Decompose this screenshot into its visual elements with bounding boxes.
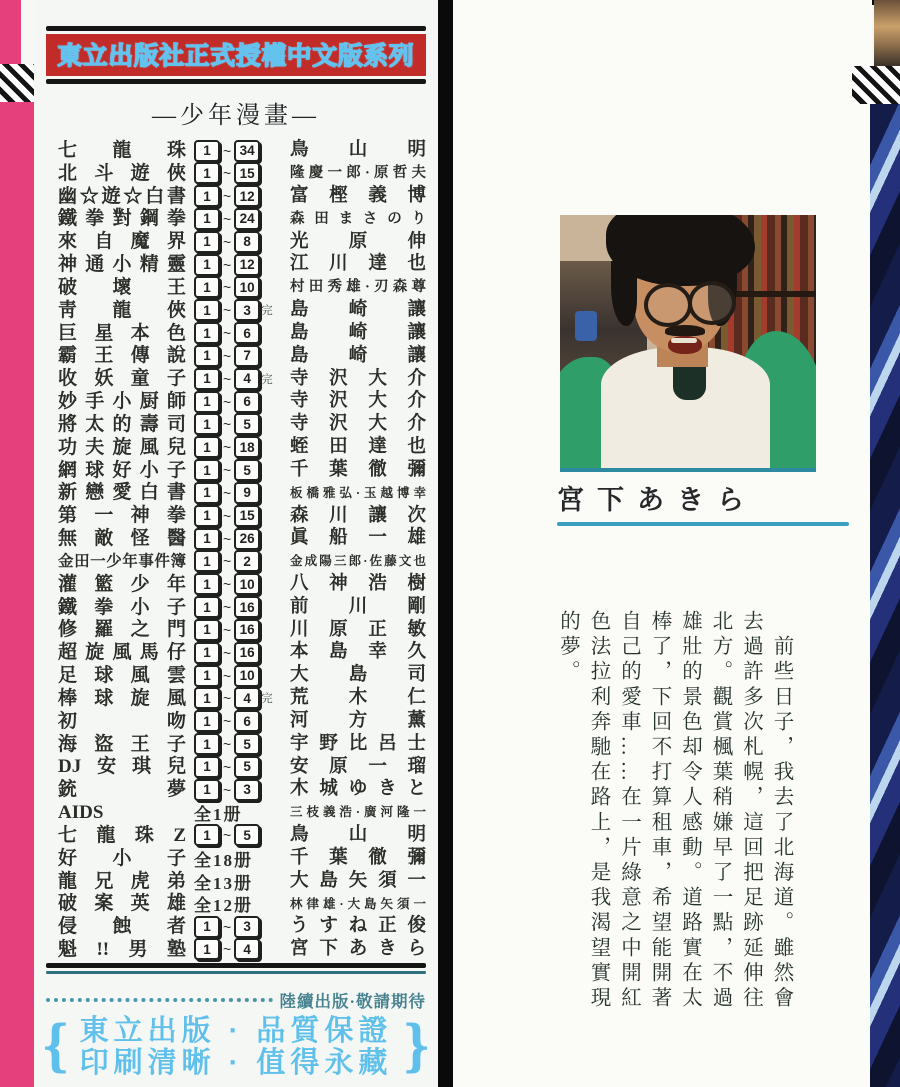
range-separator: ~ bbox=[223, 393, 232, 410]
list-item bbox=[58, 665, 426, 686]
volume-info bbox=[194, 916, 290, 938]
range-separator: ~ bbox=[223, 439, 232, 456]
list-item bbox=[58, 939, 426, 960]
volume-to-badge: 12 bbox=[234, 185, 260, 207]
manga-title: 收妖童子 bbox=[58, 368, 186, 390]
range-separator: ~ bbox=[223, 279, 232, 296]
list-item bbox=[58, 505, 426, 526]
range-separator: ~ bbox=[223, 188, 232, 205]
volume-to-badge: 5 bbox=[234, 413, 260, 435]
volume-info bbox=[194, 231, 290, 253]
volume-info bbox=[194, 208, 290, 230]
volume-from-badge: 1 bbox=[194, 140, 220, 162]
volume-to-badge: 16 bbox=[234, 596, 260, 618]
slogan-lines bbox=[80, 1015, 393, 1080]
volume-to-badge: 10 bbox=[234, 276, 260, 298]
volume-from-badge: 1 bbox=[194, 619, 220, 641]
range-separator: ~ bbox=[223, 621, 232, 638]
author-name: 林律雄·大島矢須一 bbox=[290, 896, 426, 911]
range-separator: ~ bbox=[223, 576, 232, 593]
list-item bbox=[58, 642, 426, 663]
volume-info bbox=[194, 528, 290, 550]
manga-title: 鐵拳小子 bbox=[58, 596, 186, 618]
volume-from-badge: 1 bbox=[194, 596, 220, 618]
list-item bbox=[58, 597, 426, 618]
volume-info bbox=[194, 436, 290, 458]
volume-to-badge: 5 bbox=[234, 733, 260, 755]
volume-info bbox=[194, 505, 290, 527]
author-name: 江川達也 bbox=[290, 254, 426, 275]
range-separator: ~ bbox=[223, 416, 232, 433]
manga-title: 好小子 bbox=[58, 847, 186, 869]
range-separator: ~ bbox=[223, 302, 232, 319]
manga-title: 幽☆遊☆白書 bbox=[58, 185, 186, 207]
author-name: 寺沢大介 bbox=[290, 391, 426, 412]
complete-mark: 完 bbox=[261, 373, 273, 386]
range-separator: ~ bbox=[223, 553, 232, 570]
author-name: 光原伸 bbox=[290, 231, 426, 252]
manga-title: 鐵拳對鋼拳 bbox=[58, 208, 186, 230]
author-name: 千葉徹彌 bbox=[290, 847, 426, 868]
manga-title: 棒球旋風 bbox=[58, 687, 186, 709]
volume-from-badge: 1 bbox=[194, 687, 220, 709]
volume-info bbox=[194, 459, 290, 481]
author-name: 鳥山明 bbox=[290, 140, 426, 161]
author-name: 板橋雅弘·玉越博幸 bbox=[290, 485, 426, 500]
volume-to-badge: 26 bbox=[234, 528, 260, 550]
range-separator: ~ bbox=[223, 918, 232, 935]
author-name: 大島司 bbox=[290, 665, 426, 686]
manga-title: 來自魔界 bbox=[58, 231, 186, 253]
manga-title: 神通小精靈 bbox=[58, 254, 186, 276]
volume-info bbox=[194, 596, 290, 618]
author-name: 隆慶一郎·原哲夫 bbox=[290, 165, 426, 182]
author-name: 安原一瑠 bbox=[290, 756, 426, 777]
dotted-leader bbox=[46, 998, 273, 1002]
volume-info bbox=[194, 869, 290, 894]
range-separator: ~ bbox=[223, 530, 232, 547]
volume-from-badge: 1 bbox=[194, 345, 220, 367]
volume-info bbox=[194, 779, 290, 801]
volume-to-badge: 4 bbox=[234, 687, 260, 709]
manga-title: 銃夢 bbox=[58, 779, 186, 801]
volume-info bbox=[194, 891, 290, 916]
volume-info bbox=[194, 322, 290, 344]
manga-title: 妙手小厨師 bbox=[58, 391, 186, 413]
volume-info bbox=[194, 482, 290, 504]
volume-info bbox=[194, 824, 290, 846]
manga-title: 網球好小子 bbox=[58, 459, 186, 481]
volume-to-badge: 3 bbox=[234, 916, 260, 938]
volume-set-label: 全12册 bbox=[194, 896, 253, 916]
author-name: 千葉徹彌 bbox=[290, 459, 426, 480]
volume-info bbox=[194, 619, 290, 641]
range-separator: ~ bbox=[223, 713, 232, 730]
range-separator: ~ bbox=[223, 142, 232, 159]
complete-mark: 完 bbox=[261, 305, 273, 318]
diagonal-stripes-icon bbox=[852, 66, 900, 104]
range-separator: ~ bbox=[223, 827, 232, 844]
list-item bbox=[58, 574, 426, 595]
author-name: 島崎讓 bbox=[290, 322, 426, 343]
volume-from-badge: 1 bbox=[194, 436, 220, 458]
volume-to-badge: 7 bbox=[234, 345, 260, 367]
banner-band bbox=[46, 34, 426, 76]
volume-info bbox=[194, 642, 290, 664]
author-name: 富樫義博 bbox=[290, 185, 426, 206]
volume-to-badge: 15 bbox=[234, 162, 260, 184]
volume-from-badge: 1 bbox=[194, 162, 220, 184]
author-name: 河方薰 bbox=[290, 710, 426, 731]
volume-to-badge: 9 bbox=[234, 482, 260, 504]
volume-to-badge: 6 bbox=[234, 710, 260, 732]
volume-from-badge: 1 bbox=[194, 322, 220, 344]
volume-set-label: 全1册 bbox=[194, 805, 243, 825]
volume-to-badge: 3 bbox=[234, 779, 260, 801]
volume-to-badge: 24 bbox=[234, 208, 260, 230]
volume-from-badge: 1 bbox=[194, 642, 220, 664]
list-item bbox=[58, 140, 426, 161]
volume-from-badge: 1 bbox=[194, 459, 220, 481]
range-separator: ~ bbox=[223, 690, 232, 707]
manga-title: 足球風雲 bbox=[58, 665, 186, 687]
list-item bbox=[58, 437, 426, 458]
range-separator: ~ bbox=[223, 644, 232, 661]
manga-title: 無敵怪醫 bbox=[58, 528, 186, 550]
publisher-slogan bbox=[34, 1015, 438, 1080]
range-separator: ~ bbox=[223, 667, 232, 684]
author-panel bbox=[453, 0, 872, 1087]
manga-title: 侵蝕者 bbox=[58, 916, 186, 938]
volume-info bbox=[194, 846, 290, 871]
author-name: 荒木仁 bbox=[290, 688, 426, 709]
volume-to-badge: 5 bbox=[234, 824, 260, 846]
volume-from-badge: 1 bbox=[194, 665, 220, 687]
range-separator: ~ bbox=[223, 325, 232, 342]
list-item bbox=[58, 688, 426, 709]
volume-info bbox=[194, 756, 290, 778]
list-item bbox=[58, 802, 426, 823]
volume-set-label: 全18册 bbox=[194, 850, 253, 870]
volume-from-badge: 1 bbox=[194, 505, 220, 527]
range-separator: ~ bbox=[223, 758, 232, 775]
range-separator: ~ bbox=[223, 370, 232, 387]
list-item bbox=[58, 619, 426, 640]
manga-title: 七龍珠Z bbox=[58, 824, 186, 846]
volume-info bbox=[194, 710, 290, 732]
range-separator: ~ bbox=[223, 484, 232, 501]
list-item bbox=[58, 711, 426, 732]
range-separator: ~ bbox=[223, 233, 232, 250]
manga-title: 七龍珠 bbox=[58, 140, 186, 161]
volume-to-badge: 4 bbox=[234, 368, 260, 390]
volume-info bbox=[194, 573, 290, 595]
range-separator: ~ bbox=[223, 507, 232, 524]
list-item bbox=[58, 460, 426, 481]
volume-info bbox=[194, 345, 290, 367]
volume-to-badge: 34 bbox=[234, 140, 260, 162]
author-name: 宮下あきら bbox=[290, 939, 426, 960]
author-essay: 前些日子，我去了北海道。雖然會去過許多次札幌，這回把足跡延伸往北方。觀賞楓葉稍嫌早了一點，不過雄壯的景色却令人感動。道路實在太棒了，下回不打算租車，希望能開著自己的愛車……在一片綠意之中開紅色法拉利奔馳在路上，是我渴望實現的夢。 bbox=[556, 610, 792, 1012]
author-name: 三枝義浩·廣河隆一 bbox=[290, 805, 426, 820]
manga-title: 灌籃少年 bbox=[58, 573, 186, 595]
name-underline bbox=[557, 522, 849, 526]
author-name: 眞船一雄 bbox=[290, 528, 426, 549]
volume-to-badge: 10 bbox=[234, 665, 260, 687]
volume-from-badge: 1 bbox=[194, 710, 220, 732]
pink-spine-strip bbox=[0, 0, 34, 1087]
slogan-line-1: 東立出版 · 品質保證 bbox=[79, 1015, 393, 1047]
volume-from-badge: 1 bbox=[194, 550, 220, 572]
bracket-ornament-right-icon: } bbox=[402, 1014, 431, 1079]
range-separator: ~ bbox=[223, 736, 232, 753]
volume-from-badge: 1 bbox=[194, 916, 220, 938]
list-item bbox=[58, 254, 426, 275]
volume-info bbox=[194, 733, 290, 755]
volume-from-badge: 1 bbox=[194, 528, 220, 550]
category-heading: —少年漫畫— bbox=[152, 103, 320, 129]
range-separator: ~ bbox=[223, 256, 232, 273]
list-end-rule-black bbox=[46, 963, 426, 968]
volume-from-badge: 1 bbox=[194, 938, 220, 960]
volume-to-badge: 16 bbox=[234, 619, 260, 641]
list-item bbox=[58, 231, 426, 252]
volume-to-badge: 10 bbox=[234, 573, 260, 595]
list-item bbox=[58, 208, 426, 229]
volume-from-badge: 1 bbox=[194, 185, 220, 207]
author-name: 村田秀雄·刃森尊 bbox=[290, 279, 426, 296]
volume-from-badge: 1 bbox=[194, 779, 220, 801]
range-separator: ~ bbox=[223, 599, 232, 616]
catalog-panel bbox=[34, 0, 438, 1087]
manga-title: 破案英雄 bbox=[58, 893, 186, 915]
volume-from-badge: 1 bbox=[194, 208, 220, 230]
volume-info bbox=[194, 665, 290, 687]
volume-from-badge: 1 bbox=[194, 756, 220, 778]
author-name: 森川讓次 bbox=[290, 505, 426, 526]
author-name: 森田まさのり bbox=[290, 210, 426, 227]
list-item bbox=[58, 391, 426, 412]
page-gutter bbox=[438, 0, 453, 1087]
manga-title: 魁!!男塾 bbox=[58, 938, 186, 960]
list-item bbox=[58, 825, 426, 846]
mustache bbox=[665, 325, 705, 336]
desk-cup bbox=[575, 311, 597, 341]
manga-title: 超旋風馬仔 bbox=[58, 642, 186, 664]
volume-from-badge: 1 bbox=[194, 824, 220, 846]
list-item bbox=[58, 368, 426, 389]
author-name: 宇野比呂士 bbox=[290, 733, 426, 754]
coming-soon-line bbox=[46, 988, 426, 1012]
list-item bbox=[58, 277, 426, 298]
author-name: 川原正敏 bbox=[290, 619, 426, 640]
manga-title: 初吻 bbox=[58, 710, 186, 732]
volume-to-badge: 8 bbox=[234, 231, 260, 253]
volume-to-badge: 16 bbox=[234, 642, 260, 664]
volume-to-badge: 18 bbox=[234, 436, 260, 458]
manga-title: 靑龍俠 bbox=[58, 299, 186, 321]
volume-from-badge: 1 bbox=[194, 733, 220, 755]
manga-title: 功夫旋風兒 bbox=[58, 436, 186, 458]
title-list bbox=[58, 140, 426, 960]
manga-title: 破壞王 bbox=[58, 276, 186, 298]
list-item bbox=[58, 916, 426, 937]
author-name: うすね正俊 bbox=[290, 916, 426, 937]
list-item bbox=[58, 756, 426, 777]
volume-from-badge: 1 bbox=[194, 231, 220, 253]
volume-set-label: 全13册 bbox=[194, 873, 253, 893]
volume-to-badge: 6 bbox=[234, 322, 260, 344]
cover-art-strip bbox=[870, 104, 900, 1087]
volume-from-badge: 1 bbox=[194, 391, 220, 413]
author-name: 大島矢須一 bbox=[290, 870, 426, 891]
author-name-plate bbox=[557, 478, 849, 526]
list-item bbox=[58, 163, 426, 184]
list-item bbox=[58, 345, 426, 366]
manga-title: 海盜王子 bbox=[58, 733, 186, 755]
volume-info bbox=[194, 162, 290, 184]
author-name: 本島幸久 bbox=[290, 642, 426, 663]
author-name: 鳥山明 bbox=[290, 825, 426, 846]
author-photo bbox=[560, 215, 816, 472]
volume-info bbox=[194, 413, 290, 435]
cover-art-strip-top bbox=[874, 0, 900, 66]
complete-mark: 完 bbox=[261, 693, 273, 706]
volume-info bbox=[194, 185, 290, 207]
list-item bbox=[58, 528, 426, 549]
author-name: 島崎讓 bbox=[290, 345, 426, 366]
teeth bbox=[671, 338, 697, 343]
volume-to-badge: 5 bbox=[234, 756, 260, 778]
manga-title: 新戀愛白書 bbox=[58, 482, 186, 504]
manga-title: DJ安琪兒 bbox=[58, 756, 186, 778]
volume-info bbox=[194, 254, 290, 276]
author-name: 寺沢大介 bbox=[290, 368, 426, 389]
series-banner bbox=[46, 26, 426, 84]
volume-info bbox=[194, 800, 290, 825]
author-name: 八神浩樹 bbox=[290, 573, 426, 594]
author-name: 寺沢大介 bbox=[290, 414, 426, 435]
volume-info bbox=[194, 391, 290, 413]
range-separator: ~ bbox=[223, 941, 232, 958]
list-item bbox=[58, 300, 426, 321]
range-separator: ~ bbox=[223, 165, 232, 182]
volume-from-badge: 1 bbox=[194, 368, 220, 390]
list-item bbox=[58, 848, 426, 869]
range-separator: ~ bbox=[223, 781, 232, 798]
list-item bbox=[58, 871, 426, 892]
list-end-rule-teal bbox=[46, 971, 426, 974]
undershirt bbox=[673, 367, 706, 400]
volume-info bbox=[194, 687, 290, 709]
list-end-rule bbox=[46, 963, 426, 974]
author-name: 蛭田達也 bbox=[290, 437, 426, 458]
manga-title: 將太的壽司 bbox=[58, 413, 186, 435]
volume-from-badge: 1 bbox=[194, 254, 220, 276]
manga-title: 北斗遊俠 bbox=[58, 162, 186, 184]
banner-rule-top bbox=[46, 26, 426, 31]
volume-info bbox=[194, 368, 290, 390]
volume-info bbox=[194, 299, 290, 321]
volume-to-badge: 4 bbox=[234, 938, 260, 960]
list-item bbox=[58, 893, 426, 914]
manga-title: 第一神拳 bbox=[58, 505, 186, 527]
volume-from-badge: 1 bbox=[194, 276, 220, 298]
list-item bbox=[58, 186, 426, 207]
list-item bbox=[58, 323, 426, 344]
series-title: 東立出版社正式授權中文版系列 bbox=[57, 43, 415, 70]
glasses-right-lens bbox=[688, 281, 736, 325]
bracket-ornament-left-icon: { bbox=[41, 1014, 70, 1079]
manga-title: AIDS bbox=[58, 802, 104, 824]
volume-from-badge: 1 bbox=[194, 482, 220, 504]
volume-to-badge: 15 bbox=[234, 505, 260, 527]
pink-strip-notch bbox=[21, 0, 34, 64]
banner-rule-bottom bbox=[46, 79, 426, 84]
author-name: 宮下あきら bbox=[557, 485, 757, 515]
list-item bbox=[58, 482, 426, 503]
manga-title: 金田一少年事件簿 bbox=[58, 552, 186, 570]
volume-to-badge: 2 bbox=[234, 550, 260, 572]
range-separator: ~ bbox=[223, 462, 232, 479]
list-item bbox=[58, 551, 426, 572]
range-separator: ~ bbox=[223, 210, 232, 227]
list-item bbox=[58, 734, 426, 755]
author-name: 前川剛 bbox=[290, 596, 426, 617]
author-name: 木城ゆきと bbox=[290, 779, 426, 800]
manga-title: 霸王傳說 bbox=[58, 345, 186, 367]
volume-to-badge: 3 bbox=[234, 299, 260, 321]
volume-to-badge: 6 bbox=[234, 391, 260, 413]
coming-soon-text: 陸續出版·敬請期待 bbox=[279, 992, 426, 1011]
manga-title: 龍兄虎弟 bbox=[58, 870, 186, 892]
volume-info bbox=[194, 140, 290, 162]
volume-from-badge: 1 bbox=[194, 413, 220, 435]
manga-title: 修羅之門 bbox=[58, 619, 186, 641]
volume-to-badge: 12 bbox=[234, 254, 260, 276]
slogan-line-2: 印刷清晰 · 值得永藏 bbox=[79, 1047, 393, 1080]
manga-title: 巨星本色 bbox=[58, 322, 186, 344]
volume-info bbox=[194, 550, 290, 572]
volume-from-badge: 1 bbox=[194, 573, 220, 595]
author-name: 島崎讓 bbox=[290, 300, 426, 321]
volume-info bbox=[194, 938, 290, 960]
volume-from-badge: 1 bbox=[194, 299, 220, 321]
list-item bbox=[58, 779, 426, 800]
volume-to-badge: 5 bbox=[234, 459, 260, 481]
range-separator: ~ bbox=[223, 347, 232, 364]
volume-info bbox=[194, 276, 290, 298]
list-item bbox=[58, 414, 426, 435]
author-name: 金成陽三郎·佐藤文也 bbox=[290, 554, 426, 569]
